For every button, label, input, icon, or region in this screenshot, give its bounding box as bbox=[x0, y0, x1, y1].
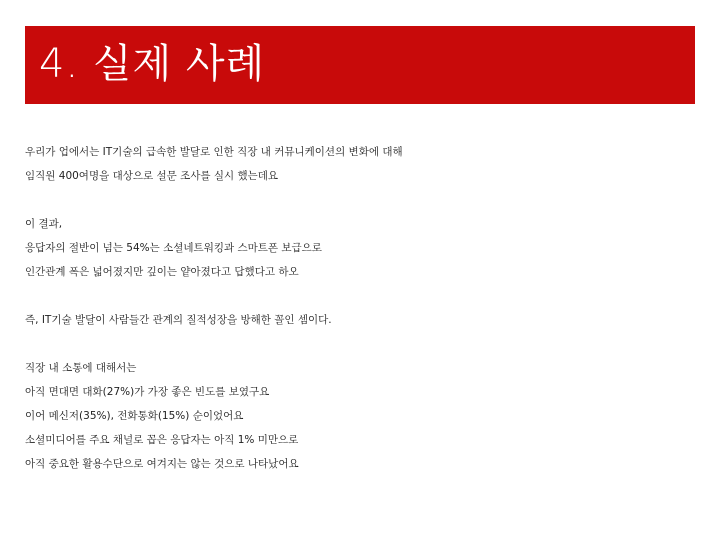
text-line: 응답자의 절반이 넘는 54%는 소셜네트워킹과 스마트폰 보급으로 bbox=[25, 242, 322, 254]
text-line: 소셜미디어를 주요 채널로 꼽은 응답자는 아직 1% 미만으로 bbox=[25, 434, 299, 446]
slide-body bbox=[25, 140, 705, 476]
text-line: 이 결과, bbox=[25, 218, 63, 230]
text-line: 이어 메신저(35%), 전화통화(15%) 순이었어요 bbox=[25, 410, 244, 422]
text-line: 아직 면대면 대화(27%)가 가장 좋은 빈도를 보였구요 bbox=[25, 386, 270, 398]
text-line: 즉, IT기술 발달이 사람들간 관계의 질적성장을 방해한 꼴인 셈이다. bbox=[25, 314, 332, 326]
title-banner bbox=[25, 26, 695, 104]
text-line: 우리가 업에서는 IT기술의 급속한 발달로 인한 직장 내 커뮤니케이션의 변화에 대해 bbox=[25, 146, 403, 158]
text-line: 임직원 400여명을 대상으로 설문 조사를 실시 했는데요 bbox=[25, 170, 279, 182]
text-line: 직장 내 소통에 대해서는 bbox=[25, 362, 137, 374]
text-line: 인간관계 폭은 넓어졌지만 깊이는 얕아졌다고 답했다고 하오 bbox=[25, 266, 299, 278]
paragraph-survey-intro bbox=[25, 140, 705, 188]
slide-title: 4. 실제 사례 bbox=[39, 41, 266, 87]
paragraph-result bbox=[25, 212, 705, 284]
paragraph-conclusion bbox=[25, 308, 705, 332]
paragraph-communication bbox=[25, 356, 705, 476]
text-line: 아직 중요한 활용수단으로 여겨지는 않는 것으로 나타났어요 bbox=[25, 458, 299, 470]
